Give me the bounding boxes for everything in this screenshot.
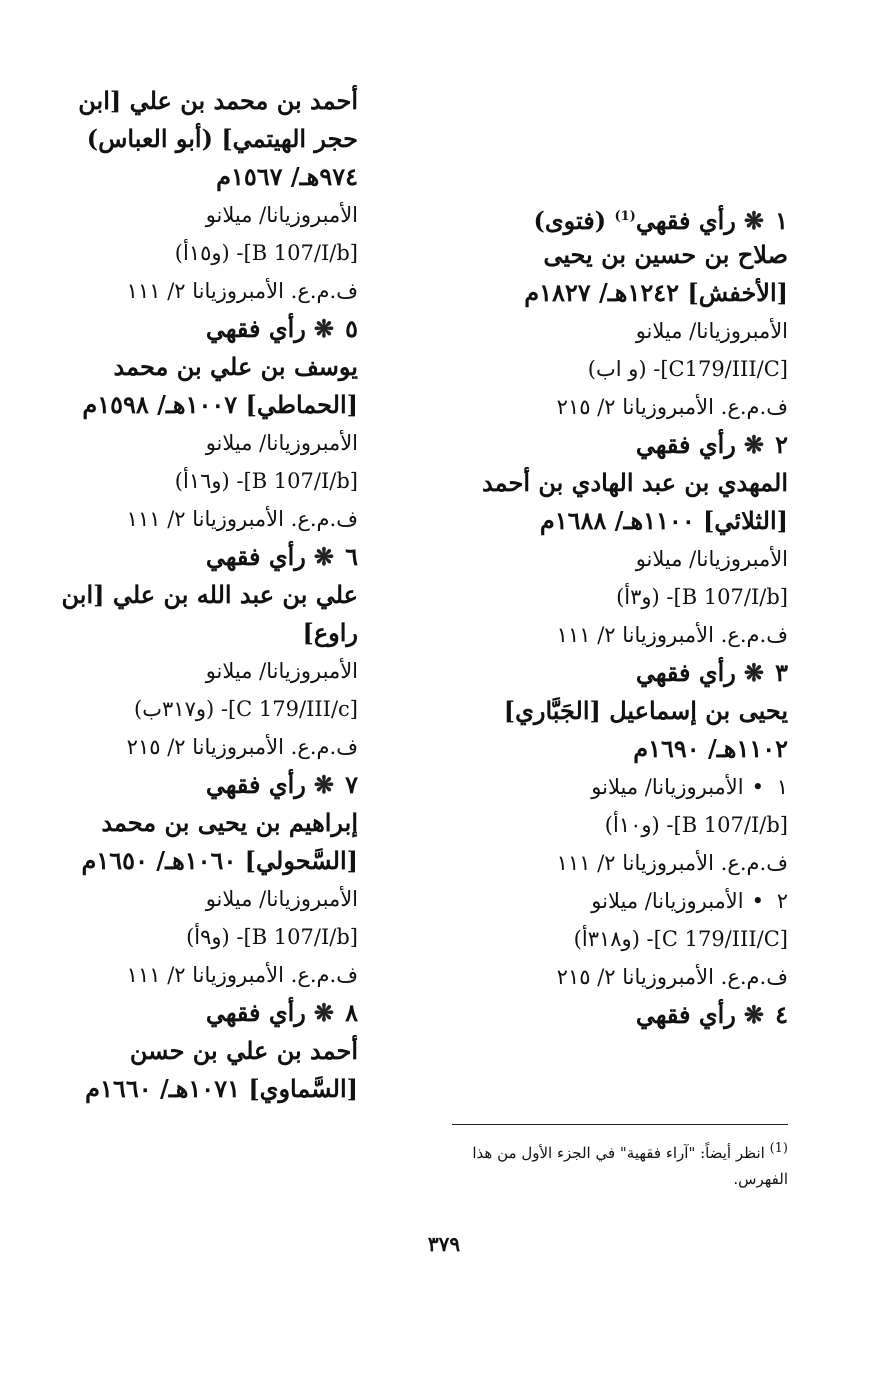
entry-heading xyxy=(58,310,358,348)
line-text: رأي فقهي xyxy=(205,998,306,1027)
line-text: رأي فقهي xyxy=(205,542,306,571)
manuscript-line xyxy=(448,578,788,616)
entry-number: ٢ xyxy=(775,430,788,459)
line-text: الأمبروزيانا/ ميلانو xyxy=(205,431,358,455)
catalog-reference xyxy=(58,272,358,310)
line-text: ١١٠٢هـ/ ١٦٩٠م xyxy=(633,734,788,763)
line-text: ف.م.ع. الأمبروزيانا ٢/ ١١١ xyxy=(126,963,358,987)
line-text: ٩٧٤هـ/ ١٥٦٧م xyxy=(216,162,358,191)
line-text: [الحماطي] ١٠٠٧هـ/ ١٥٩٨م xyxy=(82,390,358,419)
author-line xyxy=(58,158,358,196)
entry-heading xyxy=(58,538,358,576)
author-line xyxy=(58,576,358,614)
catalog-reference xyxy=(58,728,358,766)
line-text: يحيى بن إسماعيل [الجَبَّاري] xyxy=(503,696,788,725)
footnote xyxy=(452,1136,788,1192)
entry-heading xyxy=(58,994,358,1032)
manuscript-line xyxy=(448,350,788,388)
line-text: ف.م.ع. الأمبروزيانا ٢/ ٢١٥ xyxy=(126,735,358,759)
line-text: ف.م.ع. الأمبروزيانا ٢/ ٢١٥ xyxy=(556,395,788,419)
line-text: ف.م.ع. الأمبروزيانا ٢/ ٢١٥ xyxy=(556,965,788,989)
line-text: رأي فقهي xyxy=(635,658,736,687)
author-line xyxy=(58,1032,358,1070)
line-text: [السَّماوي] ١٠٧١هـ/ ١٦٦٠م xyxy=(85,1074,358,1103)
entry-number: ٢ xyxy=(776,889,788,913)
asterisk-icon: ❋ xyxy=(743,658,764,687)
catalog-reference xyxy=(448,844,788,882)
footnote-text: انظر أيضاً: "آراء فقهية" في الجزء الأول من هذا الفهرس. xyxy=(472,1144,788,1188)
manuscript-line xyxy=(448,806,788,844)
line-text: راوع] xyxy=(302,618,358,647)
manuscript-line xyxy=(58,424,358,462)
entry-note: (فتوى) xyxy=(533,206,607,235)
asterisk-icon: ❋ xyxy=(313,542,334,571)
line-text: [B 107/I/b]- (و١٠أ) xyxy=(604,813,788,837)
line-text: الأمبروزيانا/ ميلانو xyxy=(591,775,744,799)
line-text: أحمد بن محمد بن علي [ابن xyxy=(78,86,358,115)
entry-number: ٦ xyxy=(345,542,358,571)
author-line xyxy=(58,386,358,424)
line-text: أحمد بن علي بن حسن xyxy=(129,1036,358,1065)
entry-number: ١ xyxy=(775,206,788,235)
author-line xyxy=(448,502,788,540)
line-text: صلاح بن حسين بن يحيى xyxy=(543,240,788,269)
bullet-icon: • xyxy=(751,775,764,799)
catalog-reference xyxy=(58,500,358,538)
catalog-reference xyxy=(448,388,788,426)
asterisk-icon: ❋ xyxy=(313,314,334,343)
left-column xyxy=(58,82,358,1108)
author-line xyxy=(58,614,358,652)
author-line xyxy=(58,120,358,158)
asterisk-icon: ❋ xyxy=(743,430,764,459)
author-line xyxy=(58,804,358,842)
manuscript-line xyxy=(448,540,788,578)
line-text: [B 107/I/b]- (و١٥أ) xyxy=(174,241,358,265)
line-text: المهدي بن عبد الهادي بن أحمد xyxy=(482,468,788,497)
line-text: رأي فقهي xyxy=(205,770,306,799)
entry-number: ٧ xyxy=(345,770,358,799)
entry-number: ٤ xyxy=(775,1000,788,1029)
manuscript-line xyxy=(448,882,788,920)
author-line xyxy=(58,348,358,386)
footnote-marker: (1) xyxy=(769,1141,788,1156)
line-text: [الثلائي] ١١٠٠هـ/ ١٦٨٨م xyxy=(539,506,788,535)
asterisk-icon: ❋ xyxy=(313,770,334,799)
right-column xyxy=(448,198,788,1034)
line-text: [B 107/I/b]- (و١٦أ) xyxy=(174,469,358,493)
entry-number: ٣ xyxy=(775,658,788,687)
line-text: حجر الهيتمي] (أبو العباس) xyxy=(86,124,358,153)
line-text: علي بن عبد الله بن علي [ابن xyxy=(61,580,358,609)
entry-heading xyxy=(448,996,788,1034)
line-text: ف.م.ع. الأمبروزيانا ٢/ ١١١ xyxy=(126,507,358,531)
manuscript-line xyxy=(58,462,358,500)
line-text: الأمبروزيانا/ ميلانو xyxy=(205,659,358,683)
entry-heading xyxy=(448,426,788,464)
line-text: [B 107/I/b]- (و٩أ) xyxy=(186,925,358,949)
catalog-reference xyxy=(448,616,788,654)
line-text: الأمبروزيانا/ ميلانو xyxy=(205,887,358,911)
entry-heading xyxy=(58,766,358,804)
line-text: يوسف بن علي بن محمد xyxy=(113,352,358,381)
entry-heading xyxy=(448,654,788,692)
line-text: [C 179/III/c]- (و٣١٧ب) xyxy=(134,697,358,721)
entry-heading xyxy=(448,198,788,236)
line-text: إبراهيم بن يحيى بن محمد xyxy=(101,808,358,837)
author-line xyxy=(448,730,788,768)
line-text: [السَّحولي] ١٠٦٠هـ/ ١٦٥٠م xyxy=(81,846,358,875)
author-line xyxy=(448,692,788,730)
asterisk-icon: ❋ xyxy=(743,1000,764,1029)
asterisk-icon: ❋ xyxy=(313,998,334,1027)
page-number: ٣٧٩ xyxy=(427,1232,461,1256)
line-text: [C 179/III/C]- (و٣١٨أ) xyxy=(573,927,788,951)
author-line xyxy=(448,236,788,274)
line-text: رأي فقهي xyxy=(635,206,736,235)
catalog-reference xyxy=(448,958,788,996)
entry-number: ٥ xyxy=(345,314,358,343)
author-line xyxy=(58,82,358,120)
line-text: رأي فقهي xyxy=(635,430,736,459)
line-text: رأي فقهي xyxy=(635,1000,736,1029)
line-text: الأمبروزيانا/ ميلانو xyxy=(635,319,788,343)
bullet-icon: • xyxy=(751,889,764,913)
line-text: ف.م.ع. الأمبروزيانا ٢/ ١١١ xyxy=(126,279,358,303)
manuscript-line xyxy=(58,196,358,234)
manuscript-line xyxy=(58,652,358,690)
line-text: ف.م.ع. الأمبروزيانا ٢/ ١١١ xyxy=(556,623,788,647)
manuscript-line xyxy=(58,234,358,272)
footnote-divider xyxy=(452,1124,788,1125)
manuscript-line xyxy=(58,690,358,728)
entry-number: ١ xyxy=(776,775,788,799)
line-text: ف.م.ع. الأمبروزيانا ٢/ ١١١ xyxy=(556,851,788,875)
entry-number: ٨ xyxy=(345,998,358,1027)
manuscript-line xyxy=(58,918,358,956)
line-text: رأي فقهي xyxy=(205,314,306,343)
line-text: [الأخفش] ١٢٤٢هـ/ ١٨٢٧م xyxy=(524,278,788,307)
line-text: [C179/III/C]- (و اب) xyxy=(587,357,788,381)
author-line xyxy=(448,464,788,502)
asterisk-icon: ❋ xyxy=(743,206,764,235)
manuscript-line xyxy=(448,920,788,958)
line-text: [B 107/I/b]- (و٣أ) xyxy=(616,585,788,609)
manuscript-line xyxy=(58,880,358,918)
line-text: الأمبروزيانا/ ميلانو xyxy=(591,889,744,913)
line-text: الأمبروزيانا/ ميلانو xyxy=(205,203,358,227)
line-text: الأمبروزيانا/ ميلانو xyxy=(635,547,788,571)
author-line xyxy=(58,1070,358,1108)
catalog-reference xyxy=(58,956,358,994)
author-line xyxy=(58,842,358,880)
manuscript-line xyxy=(448,768,788,806)
footnote-reference: (1) xyxy=(614,209,636,224)
manuscript-line xyxy=(448,312,788,350)
author-line xyxy=(448,274,788,312)
